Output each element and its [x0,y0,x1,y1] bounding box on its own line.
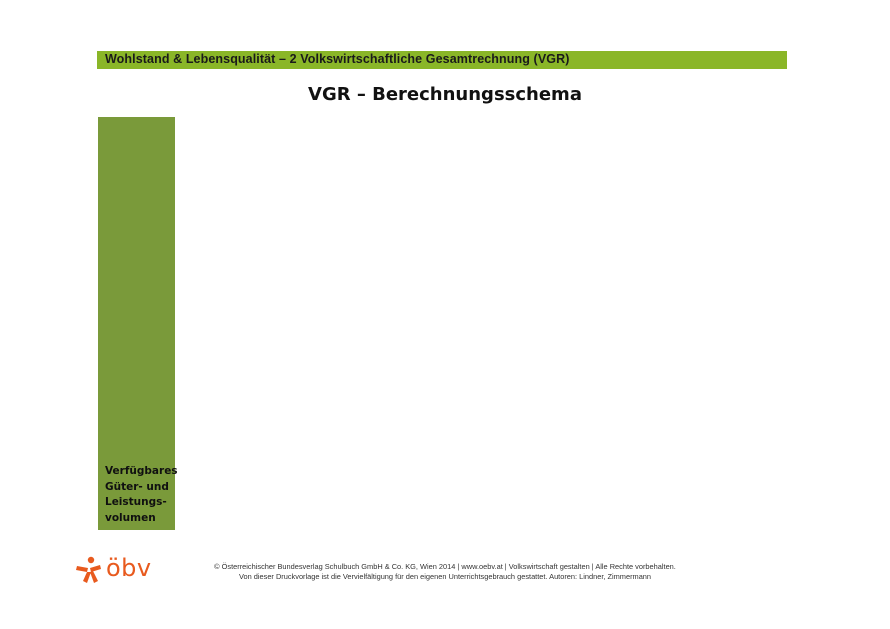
footer-copyright: © Österreichischer Bundesverlag Schulbuch GmbH & Co. KG, Wien 2014 | www.oebv.at | Volkswirtschaft gestalten | Alle Rechte vorbehalten. [214,562,676,571]
side-bar [98,117,178,530]
side-bar-label-line: volumen [105,511,156,524]
obv-logo [74,556,164,586]
footer-notice: Von dieser Druckvorlage ist die Vervielfältigung für den eigenen Unterrichtsgebrauch gestattet. Autoren: Lindner, Zimmermann [238,572,652,581]
page-title: VGR – Berechnungsschema [308,84,582,105]
logo-text: öbv [106,554,152,582]
footer [180,562,710,582]
header-bar [97,51,787,69]
chapter-title: Wohlstand & Lebensqualität – 2 Volkswirtschaftliche Gesamtrechnung (VGR) [105,52,570,66]
side-bar-label-line: Leistungs- [105,496,167,508]
side-bar-label-line: Verfügbares [105,465,178,477]
side-bar-label-line: Güter- und [105,480,169,493]
obv-asterisk-icon [74,556,104,584]
side-bar-label [105,464,178,526]
